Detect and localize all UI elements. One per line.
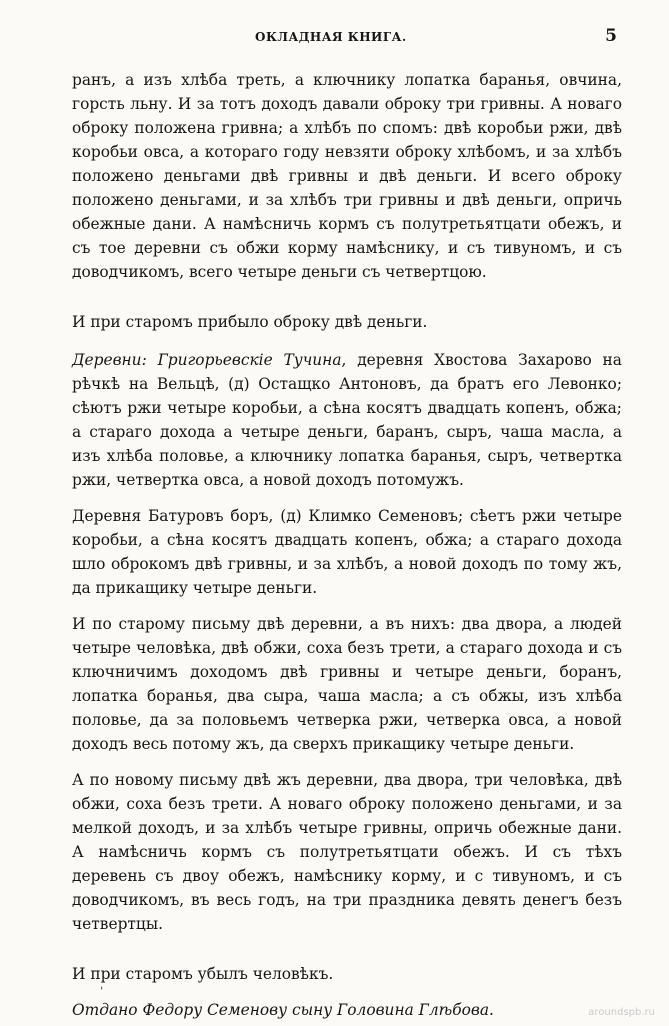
paragraph-pribylo: И при старомъ прибыло оброку двѣ деньги. <box>72 313 428 331</box>
paragraph-derevni <box>72 348 622 492</box>
body-text <box>72 68 622 1022</box>
paragraph-obrok: ранъ, а изъ хлѣба треть, а ключнику лопатка баранья, овчина, горсть льну. И за тотъ доходъ давали оброку три гривны. А новаго оброку положена гривна; а хлѣбъ по спомъ: двѣ коробьи ржи, двѣ коробьи овса, а котораго году невзяти оброку хлѣбомъ, и за хлѣбъ положено деньгами двѣ гривны и двѣ деньги. И всего оброку положено деньгами, и за хлѣбъ три гривны и двѣ деньги, опричь обежные дани. А намѣсничь кормъ съ полутретьятцати обежъ, и съ тое деревни съ обжи корму намѣснику, и съ тивуномъ, и съ доводчикомъ, всего четыре деньги съ четвертцою. <box>72 71 622 281</box>
closing-line <box>72 998 622 1022</box>
paragraph-staroe-pismo: И по старому письму двѣ деревни, а въ нихъ: два двора, а людей четыре человѣка, двѣ обжи, соха безъ трети, а стараго дохода и съ ключничимъ доходомъ двѣ гривны и четыре деньги, боранъ, лопатка боранья, два сыра, чаша масла; а съ обжы, изъ хлѣба половье, да за половьемъ четверка ржи, четверка овса, а новой доходъ весь потому жъ, да сверхъ прикащику четыре деньги. <box>72 615 622 753</box>
villages-heading: Деревни: Григорьевскіе Тучина <box>72 351 342 369</box>
paragraph-baturov-bor: Деревня Батуровъ боръ, (д) Климко Семеновъ; сѣетъ ржи четыре коробьи, а сѣна косятъ двадцать копенъ, обжа; а стараго дохода шло оброкомъ двѣ гривны, и за хлѣбъ, а новой доходъ по тому жъ, да прикащику четыре деньги. <box>72 507 622 597</box>
villages-text: , деревня Хвостова Захарово на рѣчкѣ на Вельцѣ, (д) Остащко Антоновъ, да братъ его Левонко; сѣютъ ржи четыре коробьи, а сѣна косятъ двадцать копенъ, обжа; а стараго дохода а четыре деньги, баранъ, сыръ, чаша масла, а изъ хлѣба половье, а ключнику лопатка баранья, сыръ, четвертка ржи, четвертка овса, а новой доходъ потомужъ. <box>72 351 622 489</box>
stray-mark: ˈ <box>100 985 104 999</box>
page-number: 5 <box>605 26 617 46</box>
running-head: ОКЛАДНАЯ КНИГА. <box>255 30 407 44</box>
watermark: aroundspb.ru <box>588 1007 655 1018</box>
paragraph-ubyl: И при старомъ убылъ человѣкъ. <box>72 965 334 983</box>
closing-line-text: Отдано Федору Семенову сыну Головина Глѣбова. <box>72 1001 494 1019</box>
paragraph-novoe-pismo: А по новому письму двѣ жъ деревни, два двора, три человѣка, двѣ обжи, соха безъ трети. А новаго оброку положено деньгами, и за мелкой доходъ, и за хлѣбъ четыре гривны, опричь обежные дани. А намѣсничь кормъ съ полутретьятцати обежъ. И съ тѣхъ деревень съ двоу обежъ, намѣснику корму, и с тивуномъ, и съ доводчикомъ, въ весь годъ, на три праздника девять денегъ безъ четвертцы. <box>72 771 622 933</box>
